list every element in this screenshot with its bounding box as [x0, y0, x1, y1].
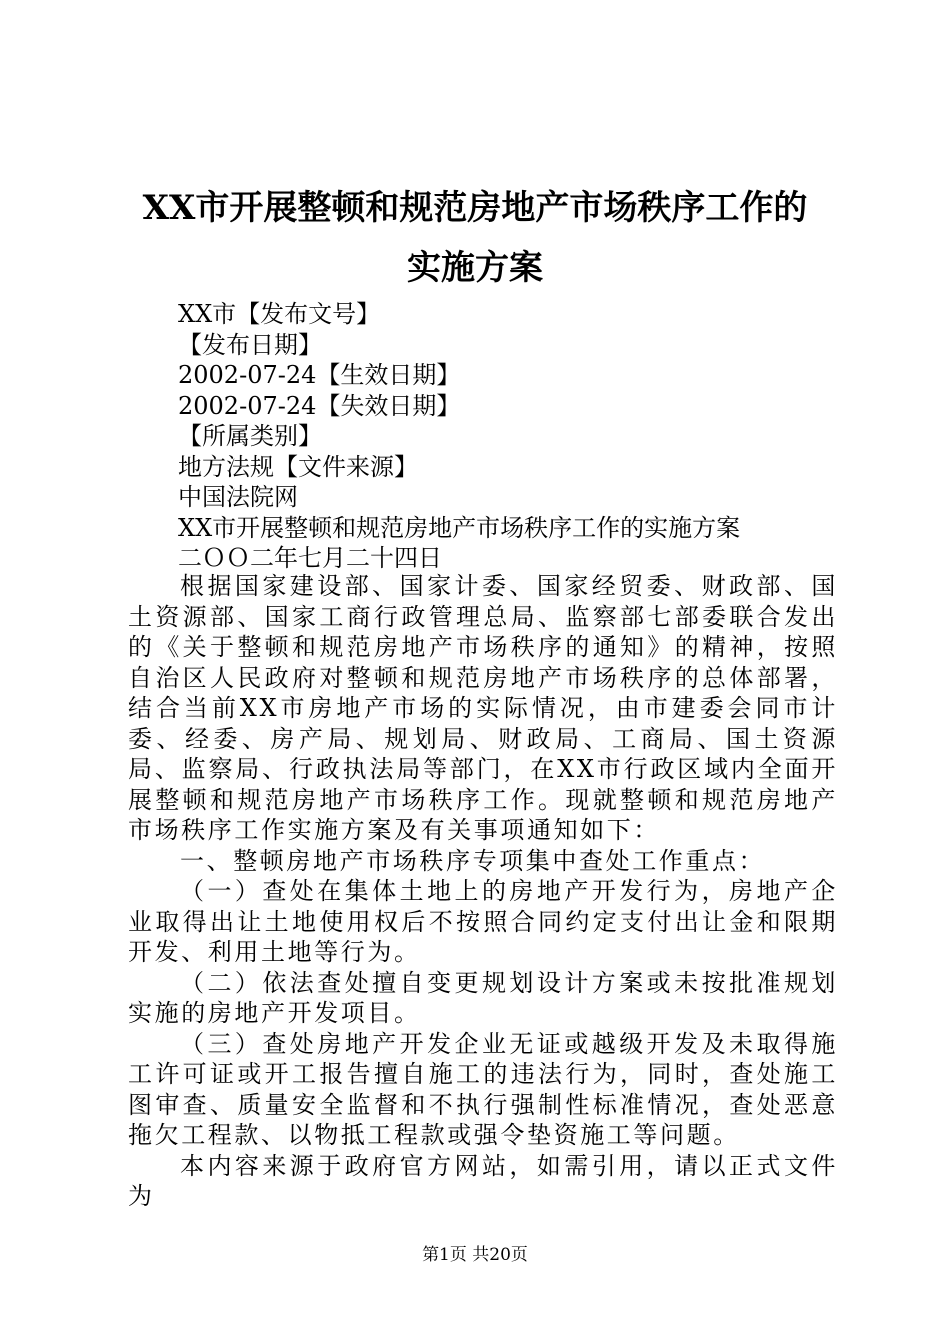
meta-line: 【发布日期】: [178, 330, 322, 359]
body-paragraph: （一）查处在集体土地上的房地产开发行为，房地产企业取得出让土地使用权后不按照合同约定支付出让金和限期开发、利用土地等行为。: [128, 877, 838, 966]
meta-line: 二ＯＯ二年七月二十四日: [178, 544, 442, 572]
body-paragraph: （三）查处房地产开发企业无证或越级开发及未取得施工许可证或开工报告擅自施工的违法行为，同时，查处施工图审查、质量安全监督和不执行强制性标准情况，查处恶意拖欠工程款、以物抵工程款或强令垫资施工等问题。: [128, 1029, 838, 1149]
section-heading: 一、整顿房地产市场秩序专项集中查处工作重点：: [180, 846, 766, 875]
document-title-line-1: XX市开展整顿和规范房地产市场秩序工作的: [142, 188, 808, 228]
meta-line: 2002-07-24【生效日期】: [178, 361, 461, 389]
document-body: [128, 571, 838, 1212]
body-paragraph: 根据国家建设部、国家计委、国家经贸委、财政部、国土资源部、国家工商行政管理总局、监察部七部委联合发出的《关于整顿和规范房地产市场秩序的通知》的精神，按照自治区人民政府对整顿和规范房地产市场秩序的总体部署，结合当前XX市房地产市场的实际情况，由市建委会同市计委、经委、房产局、规划局、财政局、工商局、国土资源局、监察局、行政执法局等部门，在XX市行政区域内全面开展整顿和规范房地产市场秩序工作。现就整顿和规范房地产市场秩序工作实施方案及有关事项通知如下：: [128, 572, 838, 844]
body-paragraph: 本内容来源于政府官方网站，如需引用，请以正式文件为: [128, 1151, 838, 1210]
page-footer: 第1页 共20页: [422, 1245, 528, 1265]
meta-line: 【所属类别】: [178, 422, 322, 450]
document-title-line-2: 实施方案: [407, 248, 543, 288]
meta-line: XX市开展整顿和规范房地产市场秩序工作的实施方案: [178, 513, 741, 542]
meta-line: 中国法院网: [178, 483, 298, 511]
meta-line: 2002-07-24【失效日期】: [178, 391, 461, 420]
document-meta: [178, 299, 878, 574]
meta-line: XX市【发布文号】: [178, 300, 381, 328]
meta-line: 地方法规【文件来源】: [178, 452, 418, 481]
body-paragraph: （二）依法查处擅自变更规划设计方案或未按批准规划实施的房地产开发项目。: [128, 968, 838, 1027]
